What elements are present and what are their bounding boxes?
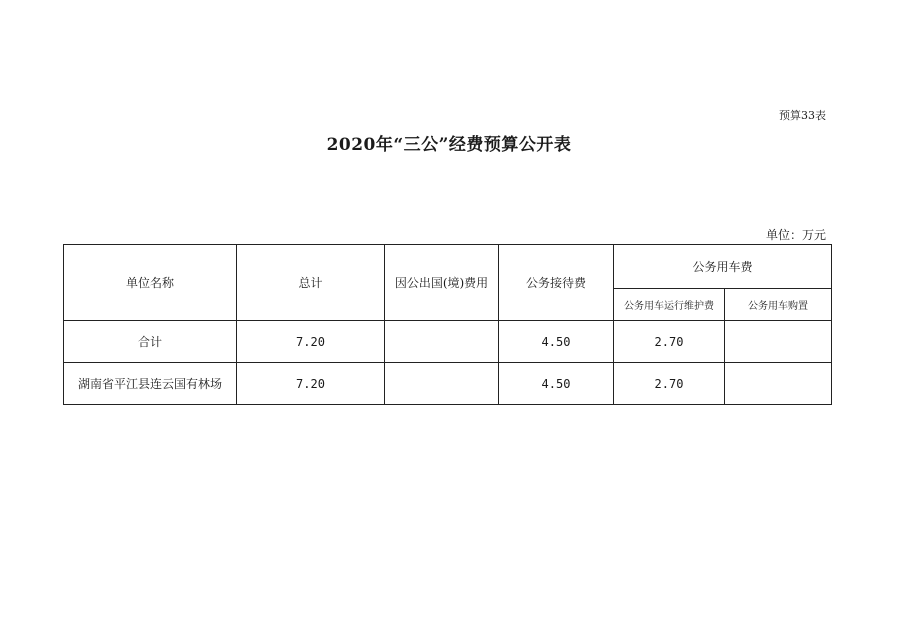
header-reception: 公务接待费 — [499, 245, 614, 321]
header-vehicle-maintenance: 公务用车运行维护费 — [614, 289, 725, 321]
header-total: 总计 — [237, 245, 385, 321]
table-number: 预算33表 — [779, 109, 826, 122]
table-row — [64, 321, 832, 363]
cell-vehicle-maintenance: 2.70 — [614, 321, 725, 363]
header-abroad: 因公出国(境)费用 — [385, 245, 499, 321]
cell-reception: 4.50 — [499, 321, 614, 363]
cell-total: 7.20 — [237, 363, 385, 405]
page-title: 2020年“三公”经费预算公开表 — [326, 135, 572, 155]
budget-table — [63, 244, 832, 405]
cell-unit-name: 合计 — [64, 321, 237, 363]
cell-abroad — [385, 321, 499, 363]
cell-abroad — [385, 363, 499, 405]
cell-vehicle-purchase — [725, 363, 832, 405]
cell-reception: 4.50 — [499, 363, 614, 405]
cell-vehicle-maintenance: 2.70 — [614, 363, 725, 405]
cell-vehicle-purchase — [725, 321, 832, 363]
unit-label: 单位：万元 — [765, 228, 826, 242]
table-header-row — [64, 245, 832, 289]
header-vehicle: 公务用车费 — [614, 245, 832, 289]
cell-unit-name: 湖南省平江县连云国有林场 — [64, 363, 237, 405]
table-row — [64, 363, 832, 405]
cell-total: 7.20 — [237, 321, 385, 363]
header-unit-name: 单位名称 — [64, 245, 237, 321]
header-vehicle-purchase: 公务用车购置 — [725, 289, 832, 321]
